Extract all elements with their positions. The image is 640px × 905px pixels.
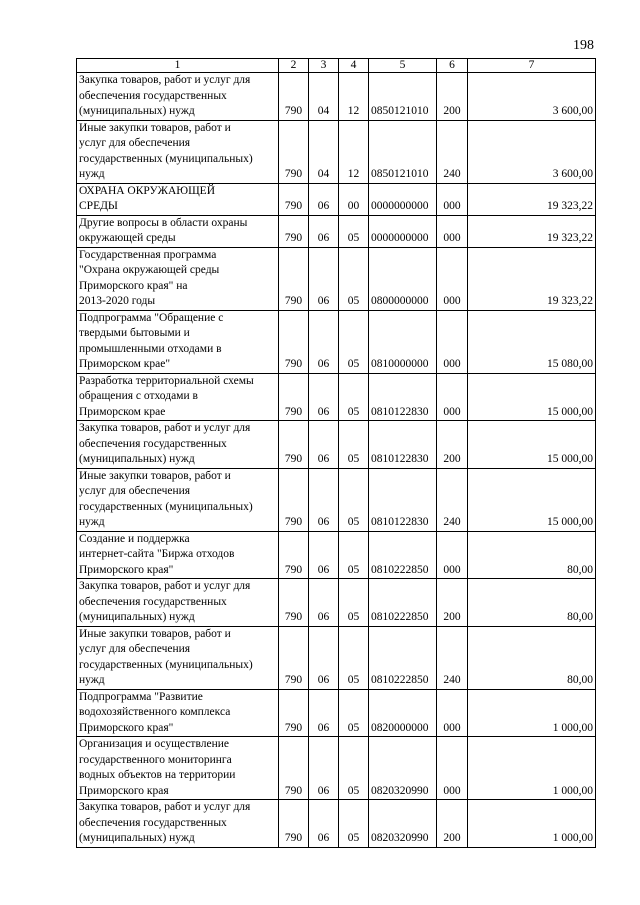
admin-code: 790 xyxy=(279,689,309,737)
row-name-line: (муниципальных) нужд xyxy=(79,453,195,465)
admin-code: 790 xyxy=(279,247,309,310)
row-name-line: государственных (муниципальных) xyxy=(79,658,253,671)
target-article-code: 0810222850 xyxy=(369,626,437,689)
row-name-line: Создание и поддержка xyxy=(79,532,190,545)
row-name xyxy=(77,689,279,737)
amount: 19 323,22 xyxy=(468,247,596,310)
admin-code: 790 xyxy=(279,468,309,531)
row-name xyxy=(77,579,279,627)
target-article-code: 0820000000 xyxy=(369,689,437,737)
row-name-line: Приморского края" xyxy=(79,563,174,576)
row-name xyxy=(77,800,279,848)
row-name-line: 2013-2020 годы xyxy=(79,295,156,307)
target-article-code: 0820320990 xyxy=(369,737,437,800)
row-name-line: водных объектов на территории xyxy=(79,769,236,781)
row-name-line: Закупка товаров, работ и услуг для xyxy=(79,580,251,592)
row-name xyxy=(77,373,279,421)
row-name-line: Закупка товаров, работ и услуг для xyxy=(79,422,251,434)
table-row xyxy=(77,373,596,421)
amount: 19 323,22 xyxy=(468,215,596,247)
row-name-line: Приморского края" xyxy=(79,721,174,734)
amount: 80,00 xyxy=(468,531,596,579)
row-name-line: Другие вопросы в области охраны xyxy=(79,216,248,229)
admin-code: 790 xyxy=(279,310,309,373)
section-code: 04 xyxy=(309,73,339,121)
row-name xyxy=(77,626,279,689)
table-row xyxy=(77,421,596,469)
amount: 15 000,00 xyxy=(468,421,596,469)
subsection-code: 05 xyxy=(339,373,369,421)
row-name xyxy=(77,468,279,531)
table-row xyxy=(77,531,596,579)
expense-type-code: 240 xyxy=(437,120,468,183)
section-code: 06 xyxy=(309,689,339,737)
row-name-line: услуг для обеспечения xyxy=(79,485,191,497)
column-header: 3 xyxy=(309,59,339,73)
column-header: 5 xyxy=(369,59,437,73)
admin-code: 790 xyxy=(279,737,309,800)
admin-code: 790 xyxy=(279,579,309,627)
amount: 3 600,00 xyxy=(468,73,596,121)
table-row xyxy=(77,120,596,183)
row-name xyxy=(77,737,279,800)
subsection-code: 05 xyxy=(339,468,369,531)
admin-code: 790 xyxy=(279,626,309,689)
target-article-code: 0000000000 xyxy=(369,215,437,247)
admin-code: 790 xyxy=(279,120,309,183)
row-name-line: государственного мониторинга xyxy=(79,753,232,766)
column-header: 1 xyxy=(77,59,279,73)
table-row xyxy=(77,468,596,531)
table-row xyxy=(77,800,596,848)
row-name-line: промышленными отходами в xyxy=(79,342,222,355)
row-name-line: обеспечения государственных xyxy=(79,89,227,102)
expense-type-code: 000 xyxy=(437,689,468,737)
column-header: 4 xyxy=(339,59,369,73)
expense-type-code: 000 xyxy=(437,247,468,310)
subsection-code: 05 xyxy=(339,247,369,310)
row-name-line: Приморском крае" xyxy=(79,358,171,370)
row-name-line: Иные закупки товаров, работ и xyxy=(79,627,231,640)
expense-type-code: 200 xyxy=(437,421,468,469)
subsection-code: 05 xyxy=(339,531,369,579)
expense-type-code: 000 xyxy=(437,183,468,215)
row-name-line: нужд xyxy=(79,674,105,686)
row-name-line: обеспечения государственных xyxy=(79,437,227,450)
amount: 1 000,00 xyxy=(468,737,596,800)
target-article-code: 0000000000 xyxy=(369,183,437,215)
subsection-code: 05 xyxy=(339,421,369,469)
subsection-code: 05 xyxy=(339,689,369,737)
subsection-code: 05 xyxy=(339,579,369,627)
page-number: 198 xyxy=(573,38,594,53)
section-code: 06 xyxy=(309,183,339,215)
row-name-line: Иные закупки товаров, работ и xyxy=(79,121,231,134)
admin-code: 790 xyxy=(279,183,309,215)
table-row xyxy=(77,579,596,627)
admin-code: 790 xyxy=(279,421,309,469)
section-code: 06 xyxy=(309,531,339,579)
row-name-line: (муниципальных) нужд xyxy=(79,105,195,117)
row-name-line: Закупка товаров, работ и услуг для xyxy=(79,801,251,813)
row-name-line: нужд xyxy=(79,516,105,528)
row-name-line: обеспечения государственных xyxy=(79,816,227,829)
section-code: 04 xyxy=(309,120,339,183)
section-code: 06 xyxy=(309,737,339,800)
admin-code: 790 xyxy=(279,800,309,848)
row-name-line: Разработка территориальной схемы xyxy=(79,374,254,387)
row-name-line: (муниципальных) нужд xyxy=(79,611,195,623)
header-row xyxy=(77,59,596,73)
expense-type-code: 240 xyxy=(437,626,468,689)
admin-code: 790 xyxy=(279,215,309,247)
table-row xyxy=(77,247,596,310)
row-name-line: интернет-сайта "Биржа отходов xyxy=(79,548,235,560)
table-row xyxy=(77,73,596,121)
row-name xyxy=(77,310,279,373)
row-name-line: твердыми бытовыми и xyxy=(79,327,190,339)
row-name-line: Организация и осуществление xyxy=(79,738,229,750)
row-name xyxy=(77,183,279,215)
row-name-line: Приморском крае xyxy=(79,405,166,418)
column-header: 2 xyxy=(279,59,309,73)
section-code: 06 xyxy=(309,247,339,310)
section-code: 06 xyxy=(309,215,339,247)
row-name-line: Закупка товаров, работ и услуг для xyxy=(79,74,251,86)
section-code: 06 xyxy=(309,626,339,689)
amount: 1 000,00 xyxy=(468,689,596,737)
expense-type-code: 200 xyxy=(437,579,468,627)
amount: 19 323,22 xyxy=(468,183,596,215)
amount: 15 000,00 xyxy=(468,468,596,531)
target-article-code: 0820320990 xyxy=(369,800,437,848)
subsection-code: 05 xyxy=(339,737,369,800)
row-name-line: Приморского края" на xyxy=(79,279,188,292)
target-article-code: 0810222850 xyxy=(369,579,437,627)
row-name-line: водохозяйственного комплекса xyxy=(79,706,231,718)
target-article-code: 0850121010 xyxy=(369,120,437,183)
table-row xyxy=(77,689,596,737)
target-article-code: 0800000000 xyxy=(369,247,437,310)
target-article-code: 0850121010 xyxy=(369,73,437,121)
admin-code: 790 xyxy=(279,373,309,421)
table-row xyxy=(77,183,596,215)
amount: 3 600,00 xyxy=(468,120,596,183)
row-name-line: услуг для обеспечения xyxy=(79,137,191,149)
amount: 1 000,00 xyxy=(468,800,596,848)
row-name-line: обеспечения государственных xyxy=(79,595,227,608)
row-name-line: СРЕДЫ xyxy=(79,200,118,212)
row-name-line: Иные закупки товаров, работ и xyxy=(79,469,231,482)
row-name-line: Подпрограмма "Обращение с xyxy=(79,311,224,324)
subsection-code: 12 xyxy=(339,73,369,121)
row-name-line: нужд xyxy=(79,168,105,180)
column-header: 6 xyxy=(437,59,468,73)
row-name-line: (муниципальных) нужд xyxy=(79,832,195,844)
amount: 15 000,00 xyxy=(468,373,596,421)
table-row xyxy=(77,626,596,689)
subsection-code: 00 xyxy=(339,183,369,215)
section-code: 06 xyxy=(309,373,339,421)
section-code: 06 xyxy=(309,421,339,469)
row-name xyxy=(77,120,279,183)
row-name-line: услуг для обеспечения xyxy=(79,643,191,655)
target-article-code: 0810122830 xyxy=(369,373,437,421)
expense-type-code: 200 xyxy=(437,800,468,848)
admin-code: 790 xyxy=(279,531,309,579)
subsection-code: 12 xyxy=(339,120,369,183)
section-code: 06 xyxy=(309,468,339,531)
section-code: 06 xyxy=(309,579,339,627)
row-name-line: государственных (муниципальных) xyxy=(79,500,253,513)
target-article-code: 0810122830 xyxy=(369,468,437,531)
section-code: 06 xyxy=(309,800,339,848)
amount: 15 080,00 xyxy=(468,310,596,373)
expense-type-code: 000 xyxy=(437,737,468,800)
row-name-line: Государственная программа xyxy=(79,248,217,261)
expense-type-code: 200 xyxy=(437,73,468,121)
expense-type-code: 000 xyxy=(437,531,468,579)
subsection-code: 05 xyxy=(339,215,369,247)
row-name xyxy=(77,215,279,247)
section-code: 06 xyxy=(309,310,339,373)
row-name-line: ОХРАНА ОКРУЖАЮЩЕЙ xyxy=(79,184,216,197)
subsection-code: 05 xyxy=(339,800,369,848)
subsection-code: 05 xyxy=(339,626,369,689)
target-article-code: 0810122830 xyxy=(369,421,437,469)
row-name xyxy=(77,73,279,121)
expense-type-code: 240 xyxy=(437,468,468,531)
expense-type-code: 000 xyxy=(437,373,468,421)
expense-type-code: 000 xyxy=(437,215,468,247)
row-name-line: Подпрограмма "Развитие xyxy=(79,690,203,703)
row-name xyxy=(77,247,279,310)
row-name-line: Приморского края xyxy=(79,784,169,797)
amount: 80,00 xyxy=(468,626,596,689)
row-name xyxy=(77,421,279,469)
admin-code: 790 xyxy=(279,73,309,121)
row-name-line: обращения с отходами в xyxy=(79,390,198,402)
row-name-line: окружающей среды xyxy=(79,232,176,244)
amount: 80,00 xyxy=(468,579,596,627)
subsection-code: 05 xyxy=(339,310,369,373)
target-article-code: 0810000000 xyxy=(369,310,437,373)
target-article-code: 0810222850 xyxy=(369,531,437,579)
table-row xyxy=(77,310,596,373)
budget-table xyxy=(76,58,596,848)
expense-type-code: 000 xyxy=(437,310,468,373)
row-name-line: государственных (муниципальных) xyxy=(79,152,253,165)
table-row xyxy=(77,737,596,800)
row-name xyxy=(77,531,279,579)
row-name-line: "Охрана окружающей среды xyxy=(79,264,220,276)
column-header: 7 xyxy=(468,59,596,73)
table-row xyxy=(77,215,596,247)
